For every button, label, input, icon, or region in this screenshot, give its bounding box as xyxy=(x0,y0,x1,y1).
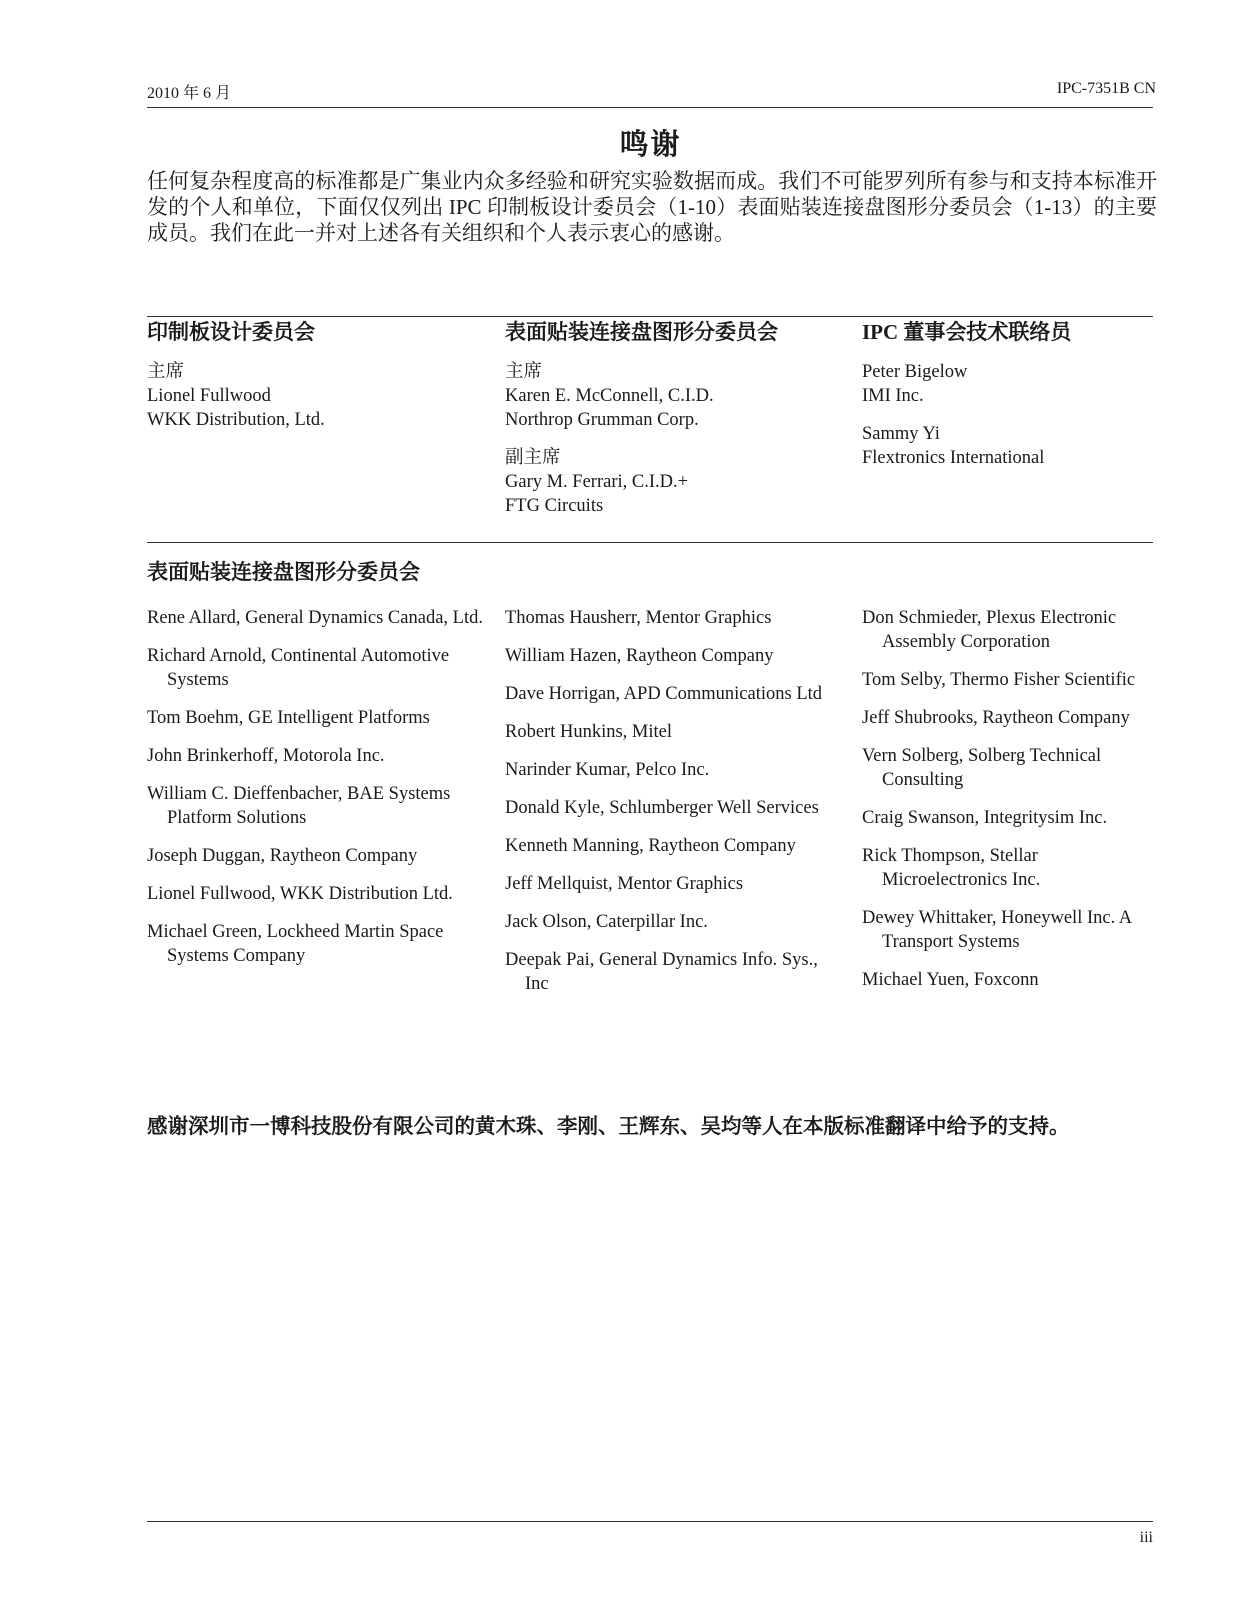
committee-heading: 印制板设计委员会 xyxy=(147,320,315,344)
list-item: Rick Thompson, Stellar Microelectronics Inc. xyxy=(862,846,1041,890)
list-item: Jack Olson, Caterpillar Inc. xyxy=(505,912,708,932)
member-org: Flextronics International xyxy=(862,448,1045,468)
member-name: Lionel Fullwood xyxy=(147,386,271,406)
member-name: Sammy Yi xyxy=(862,424,940,444)
list-item: Craig Swanson, Integritysim Inc. xyxy=(862,808,1108,828)
list-item: Tom Boehm, GE Intelligent Platforms xyxy=(147,708,430,728)
member-org: FTG Circuits xyxy=(505,496,604,516)
member-org: WKK Distribution, Ltd. xyxy=(147,410,325,430)
list-item: Michael Green, Lockheed Martin Space Systems Company xyxy=(147,922,444,966)
member-org: Northrop Grumman Corp. xyxy=(505,410,699,430)
committee-block xyxy=(147,360,487,432)
committee-heading: IPC 董事会技术联络员 xyxy=(862,320,1072,344)
role-label: 主席 xyxy=(505,362,543,382)
header-rule xyxy=(147,107,1153,108)
list-item: Jeff Shubrooks, Raytheon Company xyxy=(862,708,1130,728)
committee-heading: 表面贴装连接盘图形分委员会 xyxy=(505,320,778,344)
footer-rule xyxy=(147,1521,1153,1522)
committee-column-1 xyxy=(147,320,487,432)
list-item: William C. Dieffenbacher, BAE Systems Platform Solutions xyxy=(147,784,451,828)
role-label: 副主席 xyxy=(505,448,561,468)
members-top-rule xyxy=(147,542,1153,543)
list-item: Donald Kyle, Schlumberger Well Services xyxy=(505,798,819,818)
header-doc-id: IPC-7351B CN xyxy=(1056,80,1156,97)
committee-block xyxy=(505,446,845,518)
list-item: Rene Allard, General Dynamics Canada, Ltd. xyxy=(147,608,483,628)
committee-block xyxy=(505,360,845,432)
list-item: Dewey Whittaker, Honeywell Inc. A Transport Systems xyxy=(862,908,1132,952)
members-heading: 表面贴装连接盘图形分委员会 xyxy=(147,560,420,584)
list-item: Richard Arnold, Continental Automotive Systems xyxy=(147,646,450,690)
member-name: Peter Bigelow xyxy=(862,362,968,382)
header-date: 2010 年 6 月 xyxy=(147,85,232,102)
member-name: Karen E. McConnell, C.I.D. xyxy=(505,386,714,406)
committee-top-rule xyxy=(147,316,1153,317)
list-item: Lionel Fullwood, WKK Distribution Ltd. xyxy=(147,884,453,904)
committee-block xyxy=(862,422,1202,470)
members-column-1 xyxy=(147,606,487,982)
page-title: 鸣谢 xyxy=(619,129,682,161)
list-item: Joseph Duggan, Raytheon Company xyxy=(147,846,418,866)
role-label: 主席 xyxy=(147,362,185,382)
members-column-3 xyxy=(862,606,1162,1006)
list-item: Jeff Mellquist, Mentor Graphics xyxy=(505,874,744,894)
list-item: Dave Horrigan, APD Communications Ltd xyxy=(505,684,823,704)
member-name: Gary M. Ferrari, C.I.D.+ xyxy=(505,472,689,492)
member-org: IMI Inc. xyxy=(862,386,924,406)
list-item: Robert Hunkins, Mitel xyxy=(505,722,673,742)
translation-thanks: 感谢深圳市一博科技股份有限公司的黄木珠、李刚、王辉东、吴均等人在本版标准翻译中给予的支持。 xyxy=(147,1116,1070,1138)
committee-block xyxy=(862,360,1202,408)
list-item: Narinder Kumar, Pelco Inc. xyxy=(505,760,710,780)
list-item: Deepak Pai, General Dynamics Info. Sys., Inc xyxy=(505,950,818,994)
list-item: Tom Selby, Thermo Fisher Scientific xyxy=(862,670,1136,690)
intro-paragraph: 任何复杂程度高的标准都是广集业内众多经验和研究实验数据而成。我们不可能罗列所有参与和支持本标准开发的个人和单位，下面仅仅列出 IPC 印制板设计委员会（1-10）表面贴装连接盘图形分委员会（1-13）的主要成员。我们在此一并对上述各有关组织和个人表示衷心的感谢。 xyxy=(147,169,1157,245)
list-item: Kenneth Manning, Raytheon Company xyxy=(505,836,796,856)
list-item: Thomas Hausherr, Mentor Graphics xyxy=(505,608,772,628)
members-column-2 xyxy=(505,606,845,1010)
committee-column-3 xyxy=(862,320,1202,470)
list-item: Don Schmieder, Plexus Electronic Assembly Corporation xyxy=(862,608,1117,652)
list-item: John Brinkerhoff, Motorola Inc. xyxy=(147,746,385,766)
list-item: Vern Solberg, Solberg Technical Consulting xyxy=(862,746,1102,790)
list-item: William Hazen, Raytheon Company xyxy=(505,646,774,666)
list-item: Michael Yuen, Foxconn xyxy=(862,970,1039,990)
committee-column-2 xyxy=(505,320,845,518)
page-number: iii xyxy=(1139,1529,1153,1546)
